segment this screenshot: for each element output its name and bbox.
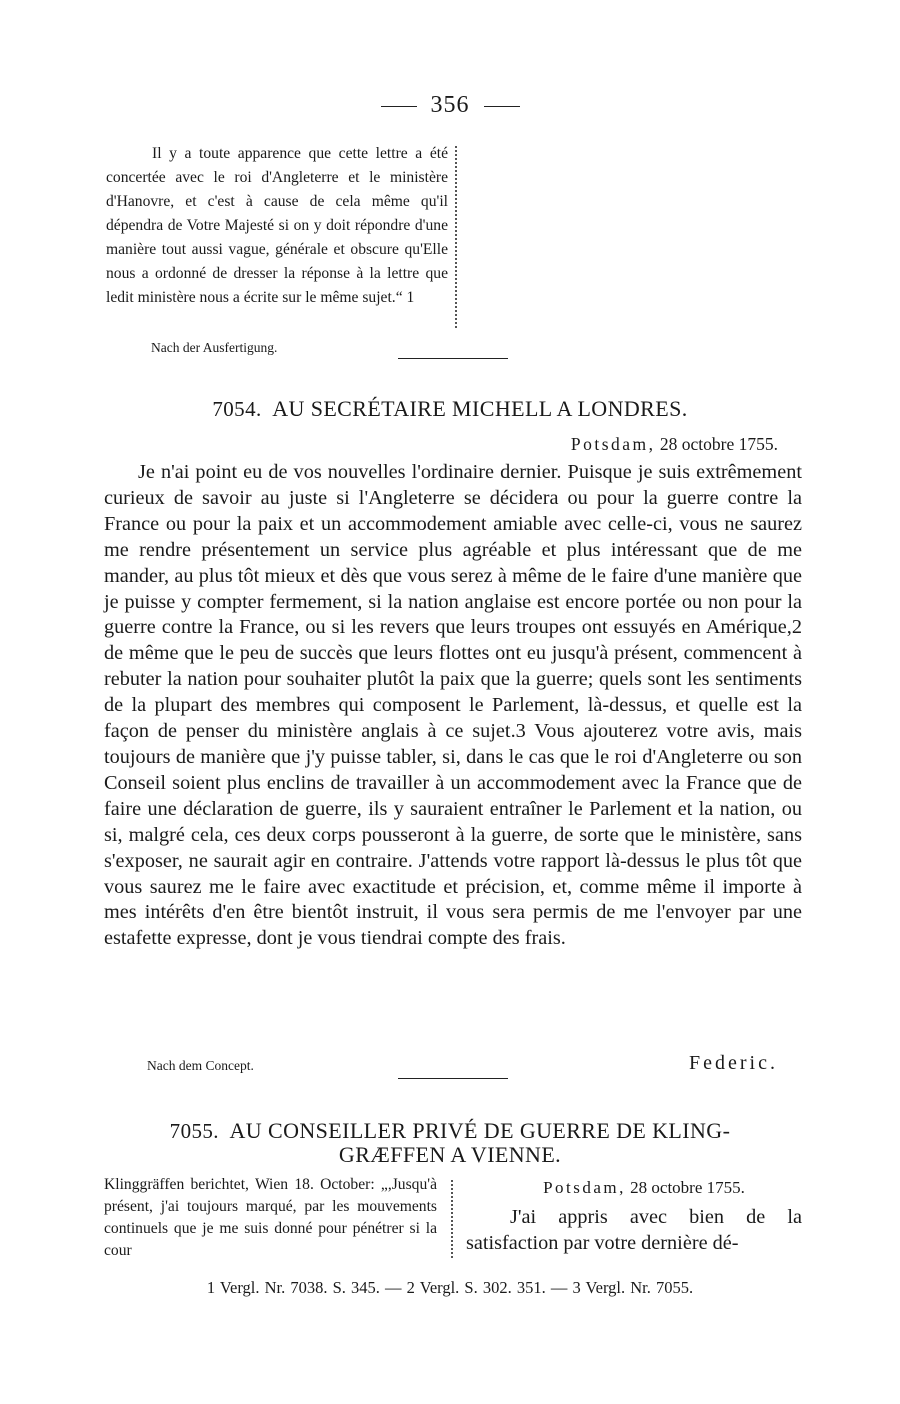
page-number-value: 356 [430,92,470,118]
letter-7055-summary: Klinggräffen berichtet, Wien 18. October: „,Jusqu'à présent, j'ai toujours marqué, par les mouvements continuels que je me suis donné pour pénétrer si la cour [104,1176,437,1259]
letter-7054-body-text: Je n'ai point eu de vos nouvelles l'ordinaire dernier. Puisque je suis extrêmement curieux de savoir au juste si l'Angleterre se décidera ou pour la guerre contre la France ou pour la paix et un accommodement amiable avec celle-ci, vous ne saurez me rendre présentement un service plus agréable et plus intéressant que de me mander, au plus tôt mieux et dès que vous serez à même de le faire d'une manière que je puisse y compter fermement, si la nation anglaise est encore portée ou non pour la guerre contre la France, ou si les revers que leurs troupes ont essuyés en Amérique,2 de même que le peu de succès que leurs flottes ont eu jusqu'à présent, commencent à rebuter la nation pour souhaiter plutôt la paix que la guerre; quels sont les sentiments de la plupart des membres qui composent le Parlement, là-dessus, et quelle est la façon de penser du ministère anglais à ce sujet.3 Vous ajouterez votre avis, mais toujours de manière que j'y puisse tabler, si, dans le cas que le roi d'Angleterre ou son Conseil soient plus enclins de travailler à un accommodement avec la France que de faire une déclaration de guerre, ils y sauraient entraîner le Parlement et la nation, ou si, malgré cela, ces deux corps pousseront à la guerre, de sorte que le ministère, sans s'exposer, ne saurait agir en contraire. J'attends votre rapport là-dessus le plus tôt que vous saurez me le faire avec exactitude et précision, et, comme même il importe à mes intérêts d'en être bientôt instruit, il vous sera permis de me l'envoyer par une estafette expresse, dont je vous tiendrai compte des frais. [104,461,802,950]
letter-7055-summary-column [104,1174,437,1262]
letter-7055-text-column [466,1178,802,1256]
footnotes: 1 Vergl. Nr. 7038. S. 345. — 2 Vergl. S. 302. 351. — 3 Vergl. Nr. 7055. [206,1278,694,1297]
letter-7055-body: J'ai appris avec bien de la satisfaction par votre dernière dé- [466,1206,802,1254]
page-number-dash-right [484,106,520,107]
letter-7055-title-line2: GRÆFFEN A VIENNE. [338,1142,562,1167]
letter-7054-body [104,460,802,952]
letter-7054-number: 7054. [212,397,262,421]
letter-7055-place: Potsdam, [543,1178,626,1197]
letter-7054-date: 28 octobre 1755. [659,434,778,454]
separator-rule-2 [398,1078,508,1079]
letter-7054-source: Nach dem Concept. [147,1058,254,1073]
letter-7055-dateline [486,1178,802,1198]
column-divider-rule [451,1180,453,1258]
letter-7054-dateline [571,434,778,455]
previous-letter-source: Nach der Ausfertigung. [151,340,278,355]
letter-7055-heading-line2 [0,1142,900,1168]
letter-7055-date: 28 octobre 1755. [630,1178,745,1197]
letter-7054-place: Potsdam, [570,434,656,454]
quotation-margin-rule [455,146,457,328]
letter-7055-number: 7055. [169,1119,219,1143]
letter-7054-signature: Federic. [689,1052,778,1074]
previous-letter-continuation [106,142,448,310]
letter-7055-title-line1: AU CONSEILLER PRIVÉ DE GUERRE DE KLING- [229,1118,731,1143]
separator-rule-1 [398,358,508,359]
page-number-dash-left [381,106,417,107]
letter-7055-heading [0,1118,900,1144]
letter-7054-title: AU SECRÉTAIRE MICHELL A LONDRES. [272,396,688,421]
previous-letter-text: Il y a toute apparence que cette lettre a été concertée avec le roi d'Angleterre et le ministère d'Hanovre, et c'est à cause de cela même qu'il dépendra de Votre Majesté si on y doit répondre d'une manière tout aussi vague, générale et obscure qu'Elle nous a ordonné de dresser la réponse à la lettre que ledit ministère nous a écrite sur le même sujet.“ 1 [106,145,448,306]
letter-7054-heading [0,396,900,422]
page-number [0,92,900,119]
